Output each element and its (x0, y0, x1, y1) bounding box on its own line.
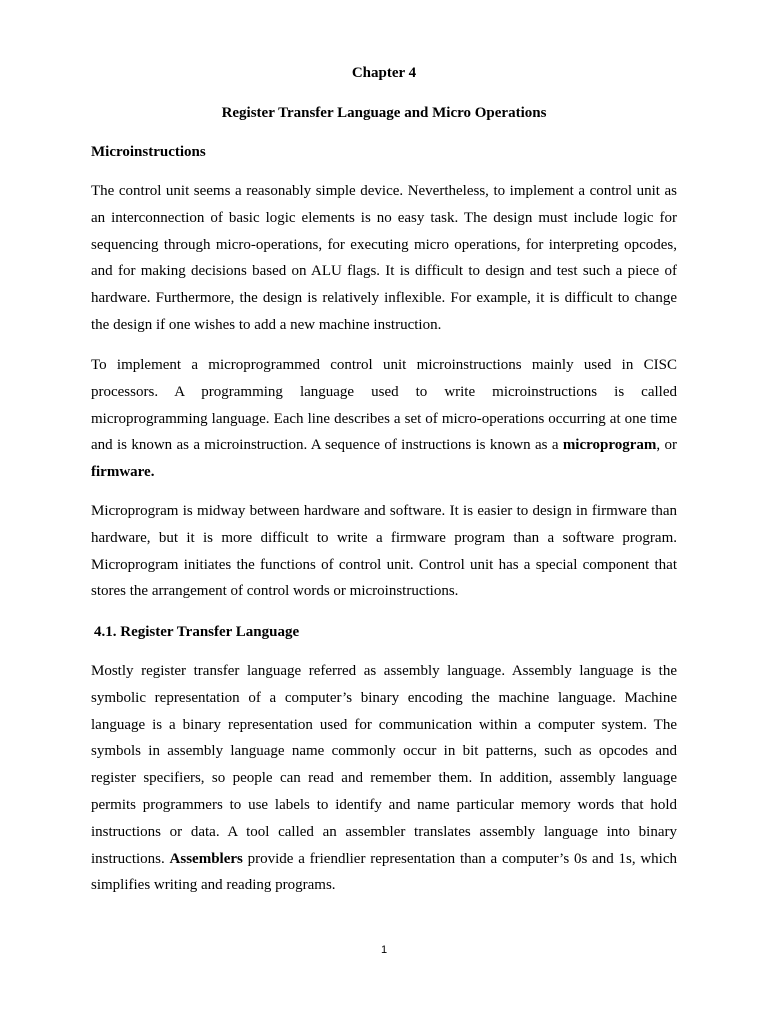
term-microprogram: microprogram (562, 437, 657, 454)
paragraph-control-unit: The control unit seems a reasonably simple device. Nevertheless, to implement a control unit as an interconnection of basic logic elements is no easy task. The design must include logic for sequencing through micro-operations, for executing micro operations, for interpreting opcodes, and for making decisions based on ALU flags. It is difficult to design and test such a piece of hardware. Furthermore, the design is relatively inflexible. For example, it is difficult to change the design if one wishes to add a new machine instruction. (91, 183, 677, 333)
chapter-label: Chapter 4 (351, 65, 417, 81)
paragraph-text: Mostly register transfer language referred as assembly language. Assembly language is the symbolic representation of a computer’s binary encoding the machine language. Machine language is a binary representation used for communication within a computer system. The symbols in assembly language name commonly occur in bit patterns, such as opcodes and register specifiers, so people can read and remember them. In addition, assembly language permits programmers to use labels to identify and name particular memory words that hold instructions or data. A tool called an assembler translates assembly language into binary instructions. (91, 663, 677, 867)
document-title: Register Transfer Language and Micro Operations (221, 105, 547, 121)
paragraph-microprogrammed (91, 352, 677, 486)
paragraph-microprogram: Microprogram is midway between hardware and software. It is easier to design in firmware than hardware, but it is more difficult to write a firmware program than a software program. Microprogram initiates the functions of control unit. Control unit has a special component that stores the arrangement of control words or microinstructions. (91, 503, 677, 600)
term-assemblers: Assemblers (169, 850, 243, 867)
section-heading-register-transfer-language: 4.1. Register Transfer Language (94, 624, 300, 640)
paragraph-text: To implement a microprogrammed control unit microinstructions mainly used in CISC processors. A programming language used to write microinstructions is called microprogramming language. Each line describes a set of micro-operations occurring at one time and is known as a microinstruction. A sequence of instructions is known as a (91, 357, 677, 454)
page-number: 1 (380, 944, 388, 956)
paragraph-text: , or (656, 437, 677, 454)
paragraph-text: provide a friendlier representation than a computer’s 0s and 1s, which simplifies writing and reading programs. (91, 850, 677, 894)
term-firmware: firmware. (91, 464, 155, 481)
section-heading-microinstructions: Microinstructions (91, 144, 206, 160)
paragraph-register-transfer (91, 658, 677, 899)
